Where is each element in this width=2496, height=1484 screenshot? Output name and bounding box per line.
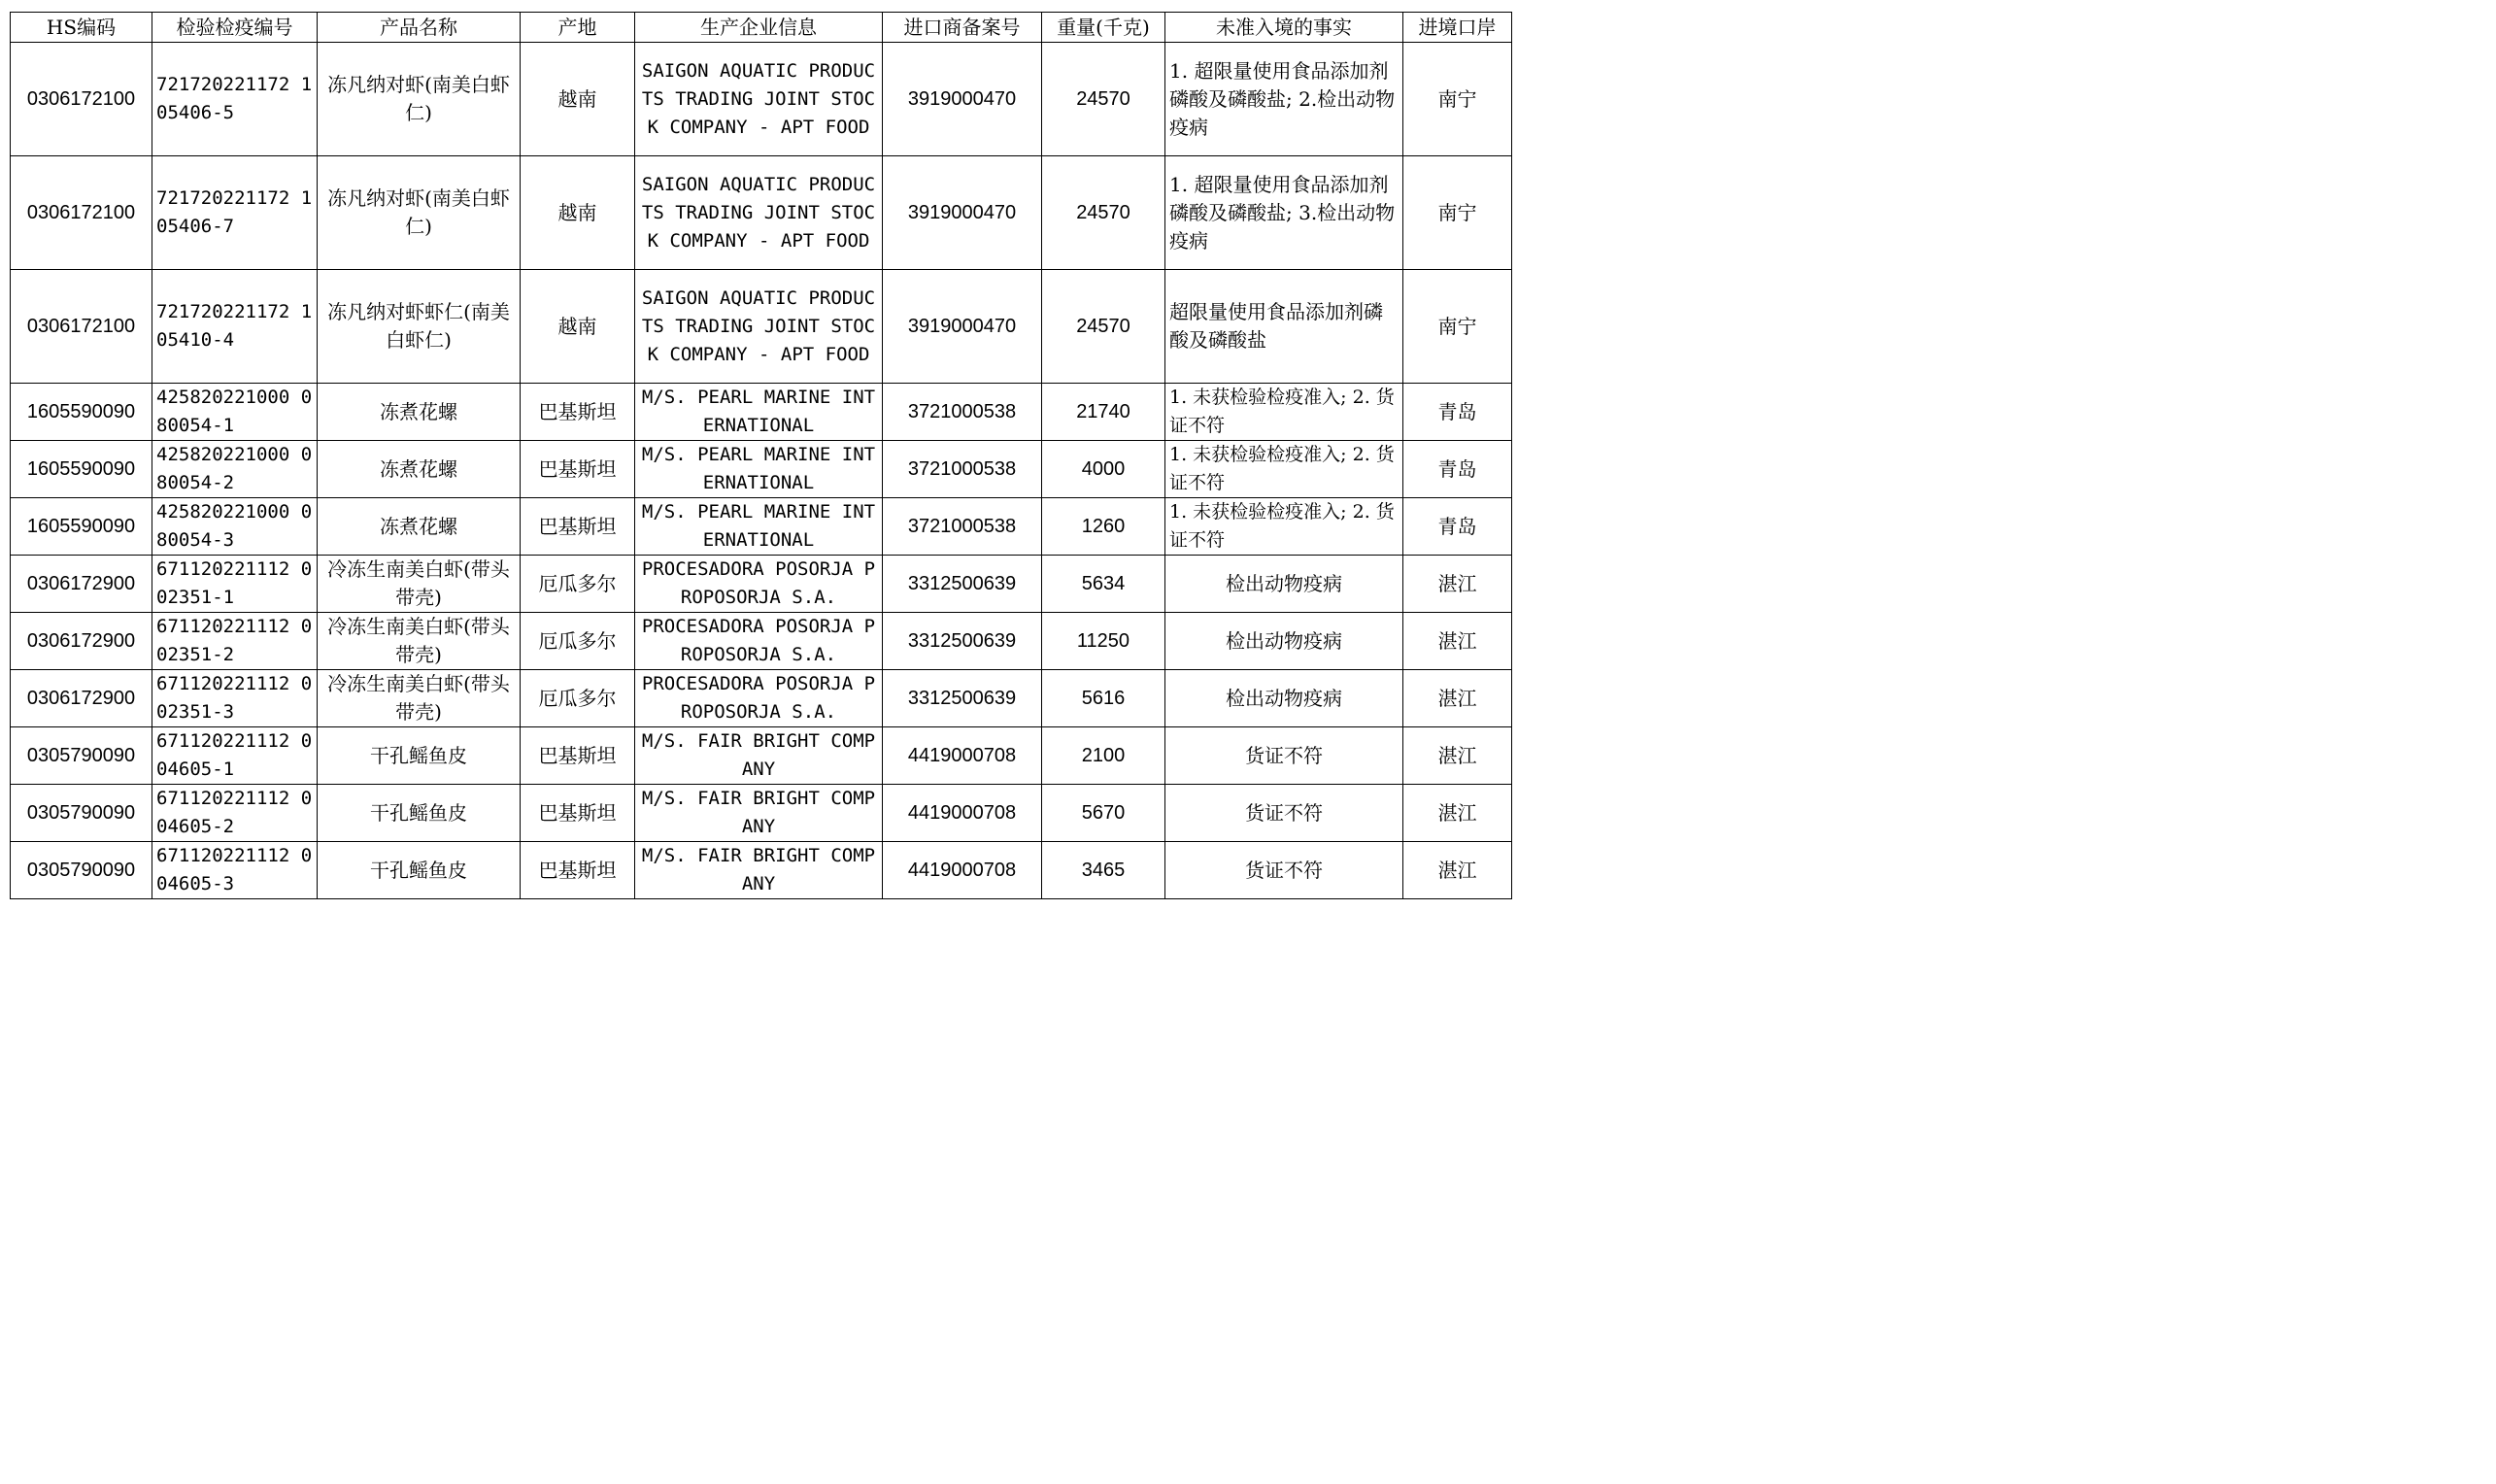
- product-name-cell: 冻凡纳对虾虾仁(南美白虾仁): [318, 270, 521, 384]
- table-header: [11, 13, 1512, 43]
- table-row: [11, 441, 1512, 498]
- origin-cell: 巴基斯坦: [521, 498, 635, 556]
- table-row: [11, 156, 1512, 270]
- product-name-cell: 冻凡纳对虾(南美白虾仁): [318, 156, 521, 270]
- inspection-number-cell: 721720221172 105406-5: [152, 43, 318, 156]
- refusal-fact-cell: 检出动物疫病: [1165, 556, 1403, 613]
- header-weight: 重量(千克): [1042, 13, 1165, 43]
- weight-cell: 3465: [1042, 842, 1165, 899]
- entry-port-cell: 湛江: [1403, 613, 1512, 670]
- weight-cell: 5670: [1042, 785, 1165, 842]
- inspection-number-cell: 671120221112 004605-3: [152, 842, 318, 899]
- origin-cell: 厄瓜多尔: [521, 670, 635, 727]
- importer-number-cell: 3919000470: [883, 156, 1042, 270]
- refusal-fact-cell: 1. 超限量使用食品添加剂磷酸及磷酸盐; 3.检出动物疫病: [1165, 156, 1403, 270]
- inspection-number-cell: 721720221172 105406-7: [152, 156, 318, 270]
- company-cell: M/S. PEARL MARINE INTERNATIONAL: [635, 498, 883, 556]
- header-origin: 产地: [521, 13, 635, 43]
- weight-cell: 21740: [1042, 384, 1165, 441]
- entry-port-cell: 青岛: [1403, 384, 1512, 441]
- entry-port-cell: 南宁: [1403, 156, 1512, 270]
- importer-number-cell: 3919000470: [883, 270, 1042, 384]
- hs-code-cell: 0306172100: [11, 156, 152, 270]
- header-row: [11, 13, 1512, 43]
- inspection-table: [10, 12, 1512, 899]
- hs-code-cell: 1605590090: [11, 441, 152, 498]
- product-name-cell: 冻煮花螺: [318, 384, 521, 441]
- importer-number-cell: 4419000708: [883, 727, 1042, 785]
- importer-number-cell: 4419000708: [883, 785, 1042, 842]
- table-row: [11, 270, 1512, 384]
- entry-port-cell: 南宁: [1403, 43, 1512, 156]
- company-cell: PROCESADORA POSORJA PROPOSORJA S.A.: [635, 556, 883, 613]
- company-cell: SAIGON AQUATIC PRODUCTS TRADING JOINT STOCK COMPANY - APT FOOD: [635, 270, 883, 384]
- table-row: [11, 727, 1512, 785]
- hs-code-cell: 0306172900: [11, 613, 152, 670]
- refusal-fact-cell: 货证不符: [1165, 727, 1403, 785]
- inspection-number-cell: 721720221172 105410-4: [152, 270, 318, 384]
- header-hs-code: HS编码: [11, 13, 152, 43]
- hs-code-cell: 1605590090: [11, 384, 152, 441]
- origin-cell: 巴基斯坦: [521, 785, 635, 842]
- entry-port-cell: 青岛: [1403, 441, 1512, 498]
- company-cell: PROCESADORA POSORJA PROPOSORJA S.A.: [635, 670, 883, 727]
- hs-code-cell: 0306172900: [11, 670, 152, 727]
- refusal-fact-cell: 1. 超限量使用食品添加剂磷酸及磷酸盐; 2.检出动物疫病: [1165, 43, 1403, 156]
- header-refusal-fact: 未准入境的事实: [1165, 13, 1403, 43]
- hs-code-cell: 0305790090: [11, 842, 152, 899]
- weight-cell: 2100: [1042, 727, 1165, 785]
- hs-code-cell: 0305790090: [11, 785, 152, 842]
- weight-cell: 5634: [1042, 556, 1165, 613]
- company-cell: M/S. PEARL MARINE INTERNATIONAL: [635, 441, 883, 498]
- inspection-number-cell: 671120221112 002351-1: [152, 556, 318, 613]
- company-cell: PROCESADORA POSORJA PROPOSORJA S.A.: [635, 613, 883, 670]
- product-name-cell: 冷冻生南美白虾(带头带壳): [318, 556, 521, 613]
- table-row: [11, 556, 1512, 613]
- origin-cell: 厄瓜多尔: [521, 556, 635, 613]
- importer-number-cell: 3721000538: [883, 498, 1042, 556]
- origin-cell: 越南: [521, 270, 635, 384]
- weight-cell: 24570: [1042, 43, 1165, 156]
- header-importer-number: 进口商备案号: [883, 13, 1042, 43]
- product-name-cell: 冷冻生南美白虾(带头带壳): [318, 670, 521, 727]
- hs-code-cell: 0305790090: [11, 727, 152, 785]
- hs-code-cell: 1605590090: [11, 498, 152, 556]
- company-cell: SAIGON AQUATIC PRODUCTS TRADING JOINT STOCK COMPANY - APT FOOD: [635, 156, 883, 270]
- importer-number-cell: 4419000708: [883, 842, 1042, 899]
- company-cell: M/S. FAIR BRIGHT COMPANY: [635, 785, 883, 842]
- origin-cell: 巴基斯坦: [521, 842, 635, 899]
- refusal-fact-cell: 检出动物疫病: [1165, 670, 1403, 727]
- inspection-number-cell: 671120221112 004605-2: [152, 785, 318, 842]
- table-row: [11, 670, 1512, 727]
- inspection-number-cell: 425820221000 080054-1: [152, 384, 318, 441]
- refusal-fact-cell: 检出动物疫病: [1165, 613, 1403, 670]
- weight-cell: 4000: [1042, 441, 1165, 498]
- weight-cell: 5616: [1042, 670, 1165, 727]
- company-cell: M/S. FAIR BRIGHT COMPANY: [635, 842, 883, 899]
- header-company-info: 生产企业信息: [635, 13, 883, 43]
- entry-port-cell: 南宁: [1403, 270, 1512, 384]
- refusal-fact-cell: 货证不符: [1165, 785, 1403, 842]
- product-name-cell: 冷冻生南美白虾(带头带壳): [318, 613, 521, 670]
- table-row: [11, 613, 1512, 670]
- product-name-cell: 干孔鳐鱼皮: [318, 785, 521, 842]
- importer-number-cell: 3312500639: [883, 613, 1042, 670]
- origin-cell: 巴基斯坦: [521, 441, 635, 498]
- hs-code-cell: 0306172100: [11, 270, 152, 384]
- entry-port-cell: 湛江: [1403, 670, 1512, 727]
- inspection-number-cell: 671120221112 004605-1: [152, 727, 318, 785]
- origin-cell: 越南: [521, 156, 635, 270]
- header-inspection-number: 检验检疫编号: [152, 13, 318, 43]
- weight-cell: 1260: [1042, 498, 1165, 556]
- refusal-fact-cell: 1. 未获检验检疫准入; 2. 货证不符: [1165, 384, 1403, 441]
- origin-cell: 越南: [521, 43, 635, 156]
- company-cell: M/S. FAIR BRIGHT COMPANY: [635, 727, 883, 785]
- origin-cell: 厄瓜多尔: [521, 613, 635, 670]
- table-row: [11, 842, 1512, 899]
- hs-code-cell: 0306172900: [11, 556, 152, 613]
- table-row: [11, 43, 1512, 156]
- product-name-cell: 冻凡纳对虾(南美白虾仁): [318, 43, 521, 156]
- refusal-fact-cell: 1. 未获检验检疫准入; 2. 货证不符: [1165, 498, 1403, 556]
- entry-port-cell: 湛江: [1403, 556, 1512, 613]
- header-entry-port: 进境口岸: [1403, 13, 1512, 43]
- inspection-number-cell: 671120221112 002351-2: [152, 613, 318, 670]
- table-row: [11, 498, 1512, 556]
- entry-port-cell: 青岛: [1403, 498, 1512, 556]
- product-name-cell: 干孔鳐鱼皮: [318, 727, 521, 785]
- importer-number-cell: 3721000538: [883, 384, 1042, 441]
- inspection-number-cell: 425820221000 080054-3: [152, 498, 318, 556]
- table-body: [11, 43, 1512, 899]
- table-row: [11, 384, 1512, 441]
- importer-number-cell: 3919000470: [883, 43, 1042, 156]
- product-name-cell: 冻煮花螺: [318, 441, 521, 498]
- importer-number-cell: 3312500639: [883, 556, 1042, 613]
- entry-port-cell: 湛江: [1403, 785, 1512, 842]
- hs-code-cell: 0306172100: [11, 43, 152, 156]
- product-name-cell: 冻煮花螺: [318, 498, 521, 556]
- product-name-cell: 干孔鳐鱼皮: [318, 842, 521, 899]
- entry-port-cell: 湛江: [1403, 727, 1512, 785]
- inspection-number-cell: 425820221000 080054-2: [152, 441, 318, 498]
- inspection-number-cell: 671120221112 002351-3: [152, 670, 318, 727]
- company-cell: SAIGON AQUATIC PRODUCTS TRADING JOINT STOCK COMPANY - APT FOOD: [635, 43, 883, 156]
- importer-number-cell: 3312500639: [883, 670, 1042, 727]
- company-cell: M/S. PEARL MARINE INTERNATIONAL: [635, 384, 883, 441]
- refusal-fact-cell: 货证不符: [1165, 842, 1403, 899]
- origin-cell: 巴基斯坦: [521, 727, 635, 785]
- importer-number-cell: 3721000538: [883, 441, 1042, 498]
- weight-cell: 24570: [1042, 156, 1165, 270]
- table-row: [11, 785, 1512, 842]
- weight-cell: 11250: [1042, 613, 1165, 670]
- origin-cell: 巴基斯坦: [521, 384, 635, 441]
- refusal-fact-cell: 超限量使用食品添加剂磷酸及磷酸盐: [1165, 270, 1403, 384]
- entry-port-cell: 湛江: [1403, 842, 1512, 899]
- weight-cell: 24570: [1042, 270, 1165, 384]
- refusal-fact-cell: 1. 未获检验检疫准入; 2. 货证不符: [1165, 441, 1403, 498]
- header-product-name: 产品名称: [318, 13, 521, 43]
